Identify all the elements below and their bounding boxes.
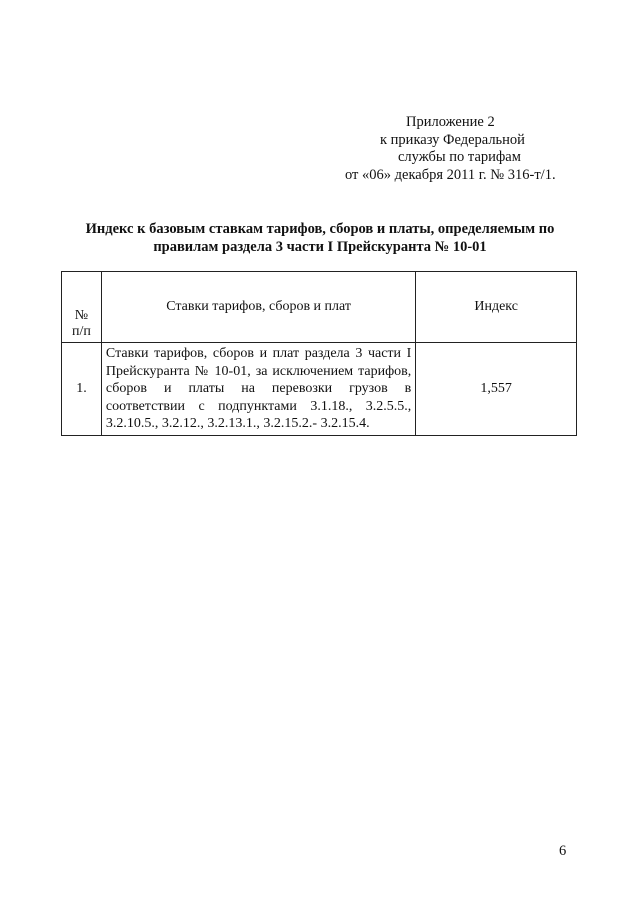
header-rates: Ставки тарифов, сборов и плат	[101, 272, 415, 343]
page-number: 6	[559, 843, 567, 859]
header-number-symbol: №	[74, 308, 89, 323]
document-title	[60, 220, 580, 256]
appendix-line-3: службы по тарифам	[398, 149, 521, 165]
appendix-line-2: к приказу Федеральной	[380, 131, 525, 148]
row-rates-description: Ставки тарифов, сборов и плат раздела 3 части I Прейскуранта № 10-01, за исключением тарифов, сборов и платы на перевозки грузов в соответствии с подпунктами 3.1.18., 3.2.5.5., 3.2.10.5., 3.2.12., 3.2.13.1., 3.2.15.2.- 3.2.15.4.	[101, 343, 415, 436]
appendix-line-4: от «06» декабря 2011 г. № 316-т/1.	[345, 166, 556, 183]
appendix-line-1: Приложение 2	[406, 114, 495, 130]
appendix-header	[300, 114, 590, 184]
document-title-line-1: Индекс к базовым ставкам тарифов, сборов и платы, определяемым по	[85, 221, 555, 237]
row-index-value: 1,557	[416, 343, 577, 436]
document-title-line-2: правилам раздела 3 части I Прейскуранта № 10-01	[153, 239, 487, 255]
index-table	[61, 271, 577, 436]
row-number: 1.	[62, 343, 102, 436]
table-header-row	[62, 272, 577, 343]
header-number	[62, 272, 102, 343]
header-number-abbrev: п/п	[72, 324, 91, 339]
table-row	[62, 343, 577, 436]
header-index: Индекс	[416, 272, 577, 343]
